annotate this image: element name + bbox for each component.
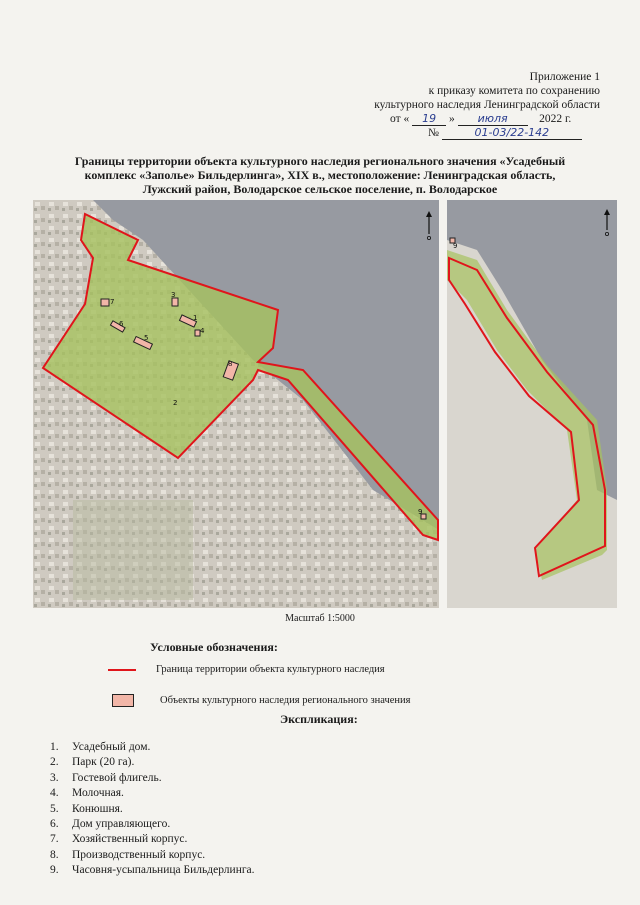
date-day: 19: [422, 112, 437, 125]
number-value: 01-03/22-142: [442, 126, 582, 140]
heritage-object-icon: [112, 694, 134, 707]
object-7-marker: [101, 299, 109, 306]
item-number: 7.: [50, 833, 59, 846]
legend-boundary-row: [108, 664, 385, 675]
fields: [73, 500, 193, 600]
item-number: 9.: [50, 864, 59, 877]
list-item: [50, 802, 255, 817]
map-label-1: 1: [193, 314, 198, 322]
legend-objects-label: Объекты культурного наследия регионального значения: [160, 695, 411, 706]
map-label-6: 6: [119, 320, 124, 328]
item-text: Хозяйственный корпус.: [72, 833, 188, 846]
boundary-line-icon: [108, 669, 136, 671]
map-label-2: 2: [173, 399, 178, 407]
order-reference-line: к приказу комитета по сохранению: [428, 85, 600, 97]
title-line-3: Лужский район, Володарское сельское поселение, п. Володарское: [142, 182, 498, 196]
inset-label-9: 9: [453, 242, 458, 250]
title-line-1: Границы территории объекта культурного наследия регионального значения «Усадебный: [74, 154, 566, 168]
item-number: 4.: [50, 787, 59, 800]
item-number: 6.: [50, 818, 59, 831]
item-text: Парк (20 га).: [72, 756, 135, 769]
explication-list: [50, 740, 255, 879]
date-prefix: от «: [390, 113, 410, 125]
list-item: [50, 755, 255, 770]
item-number: 1.: [50, 741, 59, 753]
date-mid: »: [449, 113, 455, 125]
list-item: [50, 786, 255, 801]
map-label-8: 8: [228, 360, 233, 368]
inset-map-svg: [447, 200, 617, 608]
item-text: Конюшня.: [72, 802, 123, 815]
item-number: 5.: [50, 802, 59, 815]
map-label-7: 7: [110, 298, 115, 306]
legend-boundary-label: Граница территории объекта культурного наследия: [156, 664, 385, 675]
explication-title: Экспликация:: [280, 712, 358, 726]
item-text: Усадебный дом.: [72, 741, 151, 753]
item-text: Гостевой флигель.: [72, 771, 162, 784]
inset-map: [447, 200, 617, 608]
date-month-field: [458, 112, 528, 126]
date-day-field: [412, 112, 446, 126]
legend-title: Условные обозначения:: [150, 640, 278, 654]
legend-objects-row: [108, 694, 411, 707]
item-text: Производственный корпус.: [72, 848, 206, 861]
item-number: 8.: [50, 848, 59, 861]
date-year: 2022 г.: [539, 113, 572, 125]
map-scale: Масштаб 1:5000: [285, 613, 355, 624]
list-item: [50, 848, 255, 863]
title-line-2: комплекс «Заполье» Бильдерлинга», XIX в., местоположение: Ленинградская область,: [84, 168, 556, 182]
item-text: Часовня-усыпальница Бильдерлинга.: [72, 864, 255, 877]
main-map-svg: [33, 200, 439, 608]
map-label-3: 3: [171, 291, 176, 299]
document-title: [30, 154, 610, 196]
date-month: июля: [477, 112, 508, 125]
list-item: [50, 771, 255, 786]
item-number: 2.: [50, 756, 59, 769]
object-3-marker: [172, 298, 178, 306]
appendix-label: Приложение 1: [529, 71, 600, 83]
map-label-9: 9: [418, 508, 423, 516]
order-number: [428, 126, 582, 140]
list-item: [50, 740, 255, 755]
map-label-4: 4: [200, 327, 205, 335]
committee-line: культурного наследия Ленинградской области: [374, 99, 600, 111]
list-item: [50, 817, 255, 832]
main-map: [33, 200, 439, 608]
order-date: [390, 112, 571, 126]
list-item: [50, 832, 255, 847]
item-text: Дом управляющего.: [72, 818, 171, 831]
list-item: [50, 863, 255, 878]
item-number: 3.: [50, 771, 59, 784]
number-prefix: №: [428, 127, 439, 139]
item-text: Молочная.: [72, 787, 124, 800]
map-label-5: 5: [144, 334, 149, 342]
